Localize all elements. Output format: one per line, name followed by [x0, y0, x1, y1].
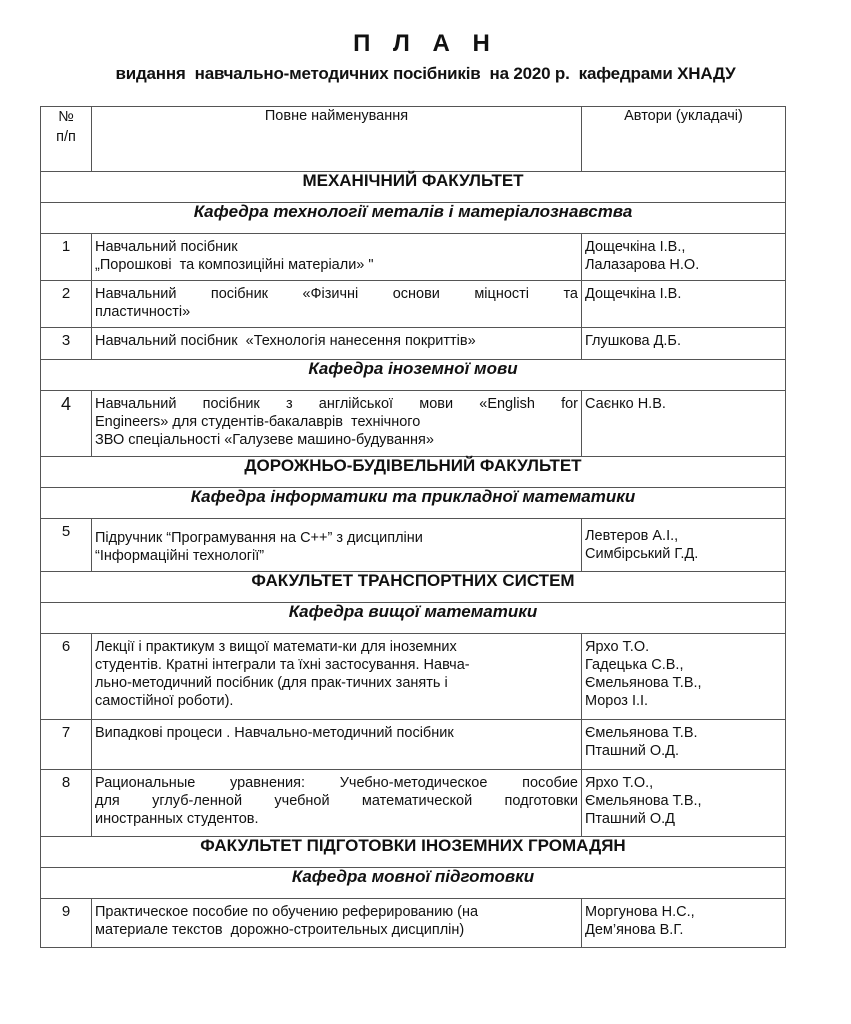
- table-row: [41, 720, 786, 770]
- item-title-line: Навчальний посібник з англійської мови «English for: [95, 396, 578, 412]
- item-title-line: „Порошкові та композиційні матеріали» ": [95, 257, 374, 273]
- item-author: Ярхо Т.О.,: [585, 775, 654, 791]
- item-authors: [582, 281, 786, 328]
- publication-plan-table: [40, 106, 786, 948]
- item-author: Ємельянова Т.В.,: [585, 675, 702, 691]
- department-row: [41, 603, 786, 634]
- department-row: [41, 360, 786, 391]
- item-title: [92, 770, 582, 837]
- item-title: [92, 519, 582, 572]
- header-number-label: п/п: [56, 129, 76, 145]
- item-title: [92, 391, 582, 457]
- item-author: Ємельянова Т.В.: [585, 725, 698, 741]
- item-title-line: иностранных студентов.: [95, 811, 259, 827]
- department-name: Кафедра технології металів і матеріалознавства: [41, 203, 786, 234]
- item-authors: [582, 720, 786, 770]
- faculty-row: [41, 572, 786, 603]
- department-name: Кафедра мовної підготовки: [41, 868, 786, 899]
- table-row: [41, 770, 786, 837]
- faculty-row: [41, 457, 786, 488]
- item-author: Дощечкіна І.В.,: [585, 239, 686, 255]
- faculty-name: ДОРОЖНЬО-БУДІВЕЛЬНИЙ ФАКУЛЬТЕТ: [41, 457, 786, 488]
- item-number: 3: [41, 328, 92, 360]
- item-title-line: для углуб-ленной учебной математической подготовки: [95, 793, 578, 809]
- table-row: [41, 391, 786, 457]
- item-title: [92, 899, 582, 948]
- department-name: Кафедра вищої математики: [41, 603, 786, 634]
- department-name: Кафедра інформатики та прикладної математики: [41, 488, 786, 519]
- item-authors: [582, 234, 786, 281]
- department-row: [41, 203, 786, 234]
- item-authors: [582, 328, 786, 360]
- faculty-name: МЕХАНІЧНИЙ ФАКУЛЬТЕТ: [41, 172, 786, 203]
- item-title-line: Engineers» для студентів-бакалаврів технічного: [95, 414, 421, 430]
- item-authors: [582, 391, 786, 457]
- item-title-line: студентів. Кратні інтеграли та їхні застосування. Навча-: [95, 657, 470, 673]
- item-author: Симбірський Г.Д.: [585, 546, 699, 562]
- table-row: [41, 899, 786, 948]
- item-author: Гадецька С.В.,: [585, 657, 684, 673]
- item-title: [92, 634, 582, 720]
- item-number: 6: [41, 634, 92, 720]
- item-title: [92, 281, 582, 328]
- table-row: [41, 519, 786, 572]
- document-subtitle: видання навчально-методичних посібників на 2020 р. кафедрами ХНАДУ: [115, 64, 736, 83]
- item-author: Ємельянова Т.В.,: [585, 793, 702, 809]
- item-number: 7: [41, 720, 92, 770]
- item-author: Лалазарова Н.О.: [585, 257, 700, 273]
- department-row: [41, 488, 786, 519]
- item-title-line: ЗВО спеціальності «Галузеве машино-будування»: [95, 432, 434, 448]
- item-number: 1: [41, 234, 92, 281]
- table-row: [41, 634, 786, 720]
- item-title-line: Випадкові процеси . Навчально-методичний посібник: [95, 725, 454, 741]
- item-author: Ярхо Т.О.: [585, 639, 650, 655]
- header-title: Повне найменування: [92, 107, 582, 172]
- item-number: 9: [41, 899, 92, 948]
- department-row: [41, 868, 786, 899]
- item-author: Пташний О.Д: [585, 811, 675, 827]
- item-title: [92, 328, 582, 360]
- table-row: [41, 281, 786, 328]
- item-author: Дем’янова В.Г.: [585, 922, 684, 938]
- item-author: Моргунова Н.С.,: [585, 904, 695, 920]
- item-number: 2: [41, 281, 92, 328]
- item-author: Левтеров А.І.,: [585, 528, 679, 544]
- item-number: 5: [41, 519, 92, 572]
- department-name: Кафедра іноземної мови: [41, 360, 786, 391]
- document-title: П Л А Н: [353, 30, 498, 57]
- item-title-line: Лекції і практикум з вищої математи-ки для іноземних: [95, 639, 457, 655]
- faculty-row: [41, 837, 786, 868]
- item-authors: [582, 899, 786, 948]
- item-author: Дощечкіна І.В.: [585, 286, 682, 302]
- item-title-line: материале текстов дорожно-строительных дисциплін): [95, 922, 465, 938]
- table-row: [41, 328, 786, 360]
- item-authors: [582, 634, 786, 720]
- faculty-name: ФАКУЛЬТЕТ ТРАНСПОРТНИХ СИСТЕМ: [41, 572, 786, 603]
- item-authors: [582, 770, 786, 837]
- table-row: [41, 234, 786, 281]
- item-title-line: Практическое пособие по обучению реферированию (на: [95, 904, 479, 920]
- header-authors: Автори (укладачі): [582, 107, 786, 172]
- table-header-row: [41, 107, 786, 172]
- faculty-row: [41, 172, 786, 203]
- item-title-line: Навчальний посібник «Технологія нанесення покриттів»: [95, 333, 476, 349]
- item-number: 8: [41, 770, 92, 837]
- item-title-line: пластичності»: [95, 304, 191, 320]
- item-author: Пташний О.Д.: [585, 743, 679, 759]
- item-title-line: Рациональные уравнения: Учебно-методическое пособие: [95, 775, 578, 791]
- item-title-line: самостійної роботи).: [95, 693, 234, 709]
- item-authors: [582, 519, 786, 572]
- item-author: Саєнко Н.В.: [585, 396, 666, 412]
- item-title: [92, 720, 582, 770]
- item-author: Глушкова Д.Б.: [585, 333, 681, 349]
- item-title-line: льно-методичний посібник (для прак-тичних занять і: [95, 675, 448, 691]
- item-title-line: Навчальний посібник: [95, 239, 238, 255]
- item-author: Мороз І.І.: [585, 693, 649, 709]
- item-title-line: “Інформаційні технології”: [95, 548, 265, 564]
- item-title-line: Підручник “Програмування на С++” з дисципліни: [95, 530, 423, 546]
- header-number: [41, 107, 92, 172]
- item-title: [92, 234, 582, 281]
- faculty-name: ФАКУЛЬТЕТ ПІДГОТОВКИ ІНОЗЕМНИХ ГРОМАДЯН: [41, 837, 786, 868]
- item-number: 4: [41, 391, 92, 457]
- header-number-symbol: №: [58, 109, 74, 125]
- item-title-line: Навчальний посібник «Фізичні основи міцності та: [95, 286, 578, 302]
